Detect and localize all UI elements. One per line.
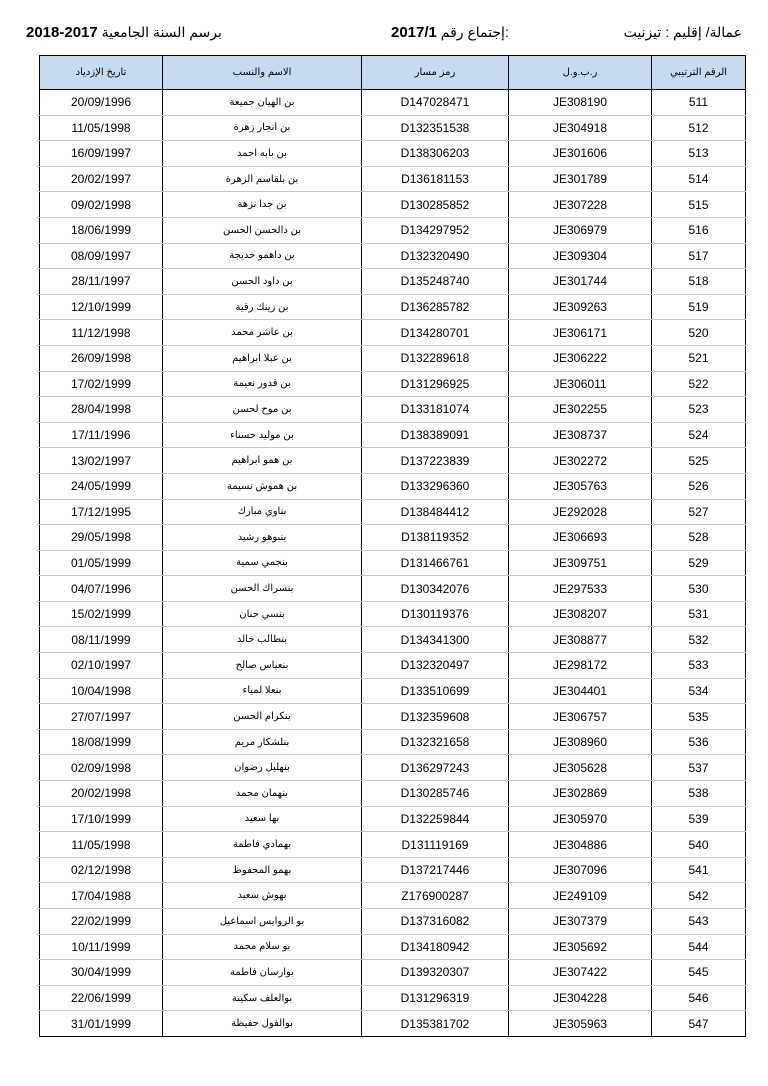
cne-cell: JE307379	[509, 909, 652, 935]
table-row	[40, 832, 746, 858]
massar-cell: D133510699	[362, 678, 509, 704]
meeting-info	[391, 24, 509, 41]
table-row	[40, 550, 746, 576]
rank-cell: 518	[652, 269, 746, 295]
rank-cell: 532	[652, 627, 746, 653]
rank-cell: 513	[652, 141, 746, 167]
cne-cell: JE309751	[509, 550, 652, 576]
birthdate-cell: 16/09/1997	[40, 141, 163, 167]
table-row	[40, 422, 746, 448]
birthdate-cell: 26/09/1998	[40, 345, 163, 371]
birthdate-cell: 17/04/1988	[40, 883, 163, 909]
birthdate-cell: 10/04/1998	[40, 678, 163, 704]
rank-cell: 522	[652, 371, 746, 397]
massar-cell: D137217446	[362, 857, 509, 883]
cne-cell: JE306171	[509, 320, 652, 346]
rank-cell: 537	[652, 755, 746, 781]
cne-cell: JE249109	[509, 883, 652, 909]
cne-cell: JE304918	[509, 115, 652, 141]
table-row	[40, 499, 746, 525]
rank-cell: 525	[652, 448, 746, 474]
name-cell: بو سلام محمد	[163, 934, 362, 960]
massar-cell: D131296925	[362, 371, 509, 397]
massar-cell: D139320307	[362, 960, 509, 986]
cne-cell: JE308877	[509, 627, 652, 653]
cne-cell: JE292028	[509, 499, 652, 525]
table-row	[40, 781, 746, 807]
birthdate-cell: 17/11/1996	[40, 422, 163, 448]
cne-cell: JE304886	[509, 832, 652, 858]
cne-cell: JE307228	[509, 192, 652, 218]
massar-cell: D131466761	[362, 550, 509, 576]
birthdate-cell: 13/02/1997	[40, 448, 163, 474]
massar-cell: D132289618	[362, 345, 509, 371]
name-cell: بن قدور نعيمة	[163, 371, 362, 397]
rank-cell: 540	[652, 832, 746, 858]
name-cell: بن انجار زهرة	[163, 115, 362, 141]
name-cell: بن الهيان جميعة	[163, 90, 362, 116]
birthdate-cell: 18/06/1999	[40, 217, 163, 243]
name-cell: بنبوهو رشيد	[163, 525, 362, 551]
rank-cell: 547	[652, 1011, 746, 1037]
academic-year	[26, 24, 222, 41]
birthdate-cell: 30/04/1999	[40, 960, 163, 986]
rank-cell: 531	[652, 601, 746, 627]
birthdate-cell: 17/10/1999	[40, 806, 163, 832]
table-row	[40, 1011, 746, 1037]
massar-cell: D137316082	[362, 909, 509, 935]
rank-cell: 516	[652, 217, 746, 243]
massar-cell: D137223839	[362, 448, 509, 474]
cne-cell: JE302272	[509, 448, 652, 474]
name-cell: بن دالحسن الحسن	[163, 217, 362, 243]
cne-cell: JE308207	[509, 601, 652, 627]
massar-cell: D132259844	[362, 806, 509, 832]
birthdate-cell: 18/08/1999	[40, 729, 163, 755]
rank-cell: 526	[652, 473, 746, 499]
massar-cell: D134297952	[362, 217, 509, 243]
massar-cell: D138306203	[362, 141, 509, 167]
table-row	[40, 217, 746, 243]
name-cell: بنعباس صالح	[163, 653, 362, 679]
rank-cell: 521	[652, 345, 746, 371]
name-cell: بن داود الحسن	[163, 269, 362, 295]
rank-cell: 534	[652, 678, 746, 704]
table-row	[40, 653, 746, 679]
birthdate-cell: 20/09/1996	[40, 90, 163, 116]
birthdate-cell: 28/11/1997	[40, 269, 163, 295]
massar-cell: D134341300	[362, 627, 509, 653]
table-row	[40, 294, 746, 320]
cne-cell: JE309263	[509, 294, 652, 320]
massar-cell: Z176900287	[362, 883, 509, 909]
cne-cell: JE297533	[509, 576, 652, 602]
table-row	[40, 90, 746, 116]
rank-cell: 542	[652, 883, 746, 909]
cne-cell: JE305692	[509, 934, 652, 960]
cne-cell: JE305763	[509, 473, 652, 499]
table-row	[40, 243, 746, 269]
academic-year-value: 2018-2017	[26, 24, 98, 41]
name-cell: بنعلا لمياء	[163, 678, 362, 704]
rank-cell: 530	[652, 576, 746, 602]
birthdate-cell: 20/02/1997	[40, 166, 163, 192]
rank-cell: 545	[652, 960, 746, 986]
cne-cell: JE304228	[509, 985, 652, 1011]
table-body	[40, 90, 746, 1037]
table-row	[40, 320, 746, 346]
table-header-row	[40, 56, 746, 90]
name-cell: بهمادي فاطمة	[163, 832, 362, 858]
students-table	[39, 55, 746, 1037]
cne-cell: JE307422	[509, 960, 652, 986]
massar-cell: D132359608	[362, 704, 509, 730]
name-cell: بن بلقاسم الزهرة	[163, 166, 362, 192]
rank-cell: 533	[652, 653, 746, 679]
region-label: عمالة/ إقليم : تيزنيت	[623, 24, 742, 40]
massar-cell: D131296319	[362, 985, 509, 1011]
name-cell: بن داهمو خديجة	[163, 243, 362, 269]
rank-cell: 520	[652, 320, 746, 346]
table-row	[40, 857, 746, 883]
table-row	[40, 448, 746, 474]
birthdate-cell: 22/06/1999	[40, 985, 163, 1011]
cne-cell: JE305970	[509, 806, 652, 832]
massar-cell: D132320497	[362, 653, 509, 679]
birthdate-cell: 02/09/1998	[40, 755, 163, 781]
rank-cell: 541	[652, 857, 746, 883]
table-row	[40, 345, 746, 371]
name-cell: بنطالب خالد	[163, 627, 362, 653]
table-row	[40, 269, 746, 295]
rank-cell: 511	[652, 90, 746, 116]
birthdate-cell: 08/11/1999	[40, 627, 163, 653]
document-header	[26, 24, 742, 46]
table-row	[40, 397, 746, 423]
cne-cell: JE309304	[509, 243, 652, 269]
name-cell: بنلشكار مريم	[163, 729, 362, 755]
cne-cell: JE306222	[509, 345, 652, 371]
massar-cell: D130119376	[362, 601, 509, 627]
massar-cell: D132351538	[362, 115, 509, 141]
name-cell: بنجمي سمية	[163, 550, 362, 576]
birthdate-cell: 22/02/1999	[40, 909, 163, 935]
column-header-name: الاسم والنسب	[163, 56, 362, 90]
meeting-number: 2017/1	[391, 24, 437, 41]
table-row	[40, 985, 746, 1011]
birthdate-cell: 15/02/1999	[40, 601, 163, 627]
table-row	[40, 601, 746, 627]
cne-cell: JE306693	[509, 525, 652, 551]
birthdate-cell: 01/05/1999	[40, 550, 163, 576]
rank-cell: 529	[652, 550, 746, 576]
birthdate-cell: 24/05/1999	[40, 473, 163, 499]
massar-cell: D133296360	[362, 473, 509, 499]
column-header-birthdate: تاريخ الإزدياد	[40, 56, 163, 90]
column-header-cne: ر.ب.و.ل	[509, 56, 652, 90]
massar-cell: D130285746	[362, 781, 509, 807]
table-row	[40, 371, 746, 397]
birthdate-cell: 02/10/1997	[40, 653, 163, 679]
name-cell: بها سعيد	[163, 806, 362, 832]
table-row	[40, 934, 746, 960]
name-cell: بهوش سعيد	[163, 883, 362, 909]
cne-cell: JE308190	[509, 90, 652, 116]
name-cell: بن عبلا ابراهيم	[163, 345, 362, 371]
birthdate-cell: 20/02/1998	[40, 781, 163, 807]
table-row	[40, 473, 746, 499]
column-header-rank: الرقم الترتيبي	[652, 56, 746, 90]
table-row	[40, 166, 746, 192]
cne-cell: JE301744	[509, 269, 652, 295]
name-cell: بوالعلف سكينة	[163, 985, 362, 1011]
table-row	[40, 883, 746, 909]
rank-cell: 512	[652, 115, 746, 141]
name-cell: بناوي مبارك	[163, 499, 362, 525]
cne-cell: JE301606	[509, 141, 652, 167]
table-row	[40, 704, 746, 730]
birthdate-cell: 28/04/1998	[40, 397, 163, 423]
massar-cell: D134180942	[362, 934, 509, 960]
name-cell: بن عاشر محمد	[163, 320, 362, 346]
massar-cell: D132321658	[362, 729, 509, 755]
table-row	[40, 960, 746, 986]
rank-cell: 536	[652, 729, 746, 755]
cne-cell: JE306011	[509, 371, 652, 397]
birthdate-cell: 11/05/1998	[40, 832, 163, 858]
table-row	[40, 729, 746, 755]
rank-cell: 514	[652, 166, 746, 192]
massar-cell: D133181074	[362, 397, 509, 423]
rank-cell: 528	[652, 525, 746, 551]
rank-cell: 546	[652, 985, 746, 1011]
cne-cell: JE301789	[509, 166, 652, 192]
massar-cell: D135248740	[362, 269, 509, 295]
name-cell: بهمو المحفوظ	[163, 857, 362, 883]
table-row	[40, 115, 746, 141]
massar-cell: D132320490	[362, 243, 509, 269]
massar-cell: D134280701	[362, 320, 509, 346]
table-row	[40, 755, 746, 781]
massar-cell: D136181153	[362, 166, 509, 192]
academic-year-label: برسم السنة الجامعية	[101, 24, 222, 40]
name-cell: بن همو ابراهيم	[163, 448, 362, 474]
name-cell: بن موح لحسن	[163, 397, 362, 423]
birthdate-cell: 12/10/1999	[40, 294, 163, 320]
table-row	[40, 627, 746, 653]
massar-cell: D131119169	[362, 832, 509, 858]
name-cell: بنسراك الحسن	[163, 576, 362, 602]
cne-cell: JE306757	[509, 704, 652, 730]
name-cell: بوارسان فاطمة	[163, 960, 362, 986]
massar-cell: D138119352	[362, 525, 509, 551]
cne-cell: JE305628	[509, 755, 652, 781]
name-cell: بن زينك رقية	[163, 294, 362, 320]
cne-cell: JE298172	[509, 653, 652, 679]
name-cell: بنكرام الحسن	[163, 704, 362, 730]
name-cell: بو الروايس اسماعيل	[163, 909, 362, 935]
name-cell: بوالفول حفيظة	[163, 1011, 362, 1037]
name-cell: بن هموش نسيمة	[163, 473, 362, 499]
cne-cell: JE307096	[509, 857, 652, 883]
cne-cell: JE302255	[509, 397, 652, 423]
birthdate-cell: 02/12/1998	[40, 857, 163, 883]
name-cell: بنهمان محمد	[163, 781, 362, 807]
name-cell: بنهليل رضوان	[163, 755, 362, 781]
cne-cell: JE304401	[509, 678, 652, 704]
table-row	[40, 141, 746, 167]
massar-cell: D138484412	[362, 499, 509, 525]
rank-cell: 523	[652, 397, 746, 423]
massar-cell: D136297243	[362, 755, 509, 781]
table-row	[40, 806, 746, 832]
name-cell: بن موليد حسناء	[163, 422, 362, 448]
massar-cell: D130285852	[362, 192, 509, 218]
meeting-label: إجتماع رقم:	[440, 24, 509, 40]
birthdate-cell: 17/12/1995	[40, 499, 163, 525]
rank-cell: 527	[652, 499, 746, 525]
table-row	[40, 192, 746, 218]
birthdate-cell: 04/07/1996	[40, 576, 163, 602]
rank-cell: 517	[652, 243, 746, 269]
rank-cell: 544	[652, 934, 746, 960]
massar-cell: D147028471	[362, 90, 509, 116]
rank-cell: 535	[652, 704, 746, 730]
massar-cell: D138389091	[362, 422, 509, 448]
name-cell: بن جدا نزهة	[163, 192, 362, 218]
birthdate-cell: 29/05/1998	[40, 525, 163, 551]
massar-cell: D136285782	[362, 294, 509, 320]
birthdate-cell: 17/02/1999	[40, 371, 163, 397]
birthdate-cell: 09/02/1998	[40, 192, 163, 218]
name-cell: بنسي حنان	[163, 601, 362, 627]
birthdate-cell: 08/09/1997	[40, 243, 163, 269]
cne-cell: JE306979	[509, 217, 652, 243]
table-row	[40, 525, 746, 551]
massar-cell: D130342076	[362, 576, 509, 602]
rank-cell: 538	[652, 781, 746, 807]
cne-cell: JE302869	[509, 781, 652, 807]
table-row	[40, 576, 746, 602]
column-header-massar: رمز مسار	[362, 56, 509, 90]
cne-cell: JE308960	[509, 729, 652, 755]
birthdate-cell: 11/05/1998	[40, 115, 163, 141]
rank-cell: 524	[652, 422, 746, 448]
birthdate-cell: 27/07/1997	[40, 704, 163, 730]
massar-cell: D135381702	[362, 1011, 509, 1037]
table-row	[40, 678, 746, 704]
name-cell: بن بابه احمد	[163, 141, 362, 167]
birthdate-cell: 11/12/1998	[40, 320, 163, 346]
cne-cell: JE305963	[509, 1011, 652, 1037]
birthdate-cell: 10/11/1999	[40, 934, 163, 960]
rank-cell: 515	[652, 192, 746, 218]
rank-cell: 539	[652, 806, 746, 832]
rank-cell: 519	[652, 294, 746, 320]
cne-cell: JE308737	[509, 422, 652, 448]
table-row	[40, 909, 746, 935]
rank-cell: 543	[652, 909, 746, 935]
birthdate-cell: 31/01/1999	[40, 1011, 163, 1037]
